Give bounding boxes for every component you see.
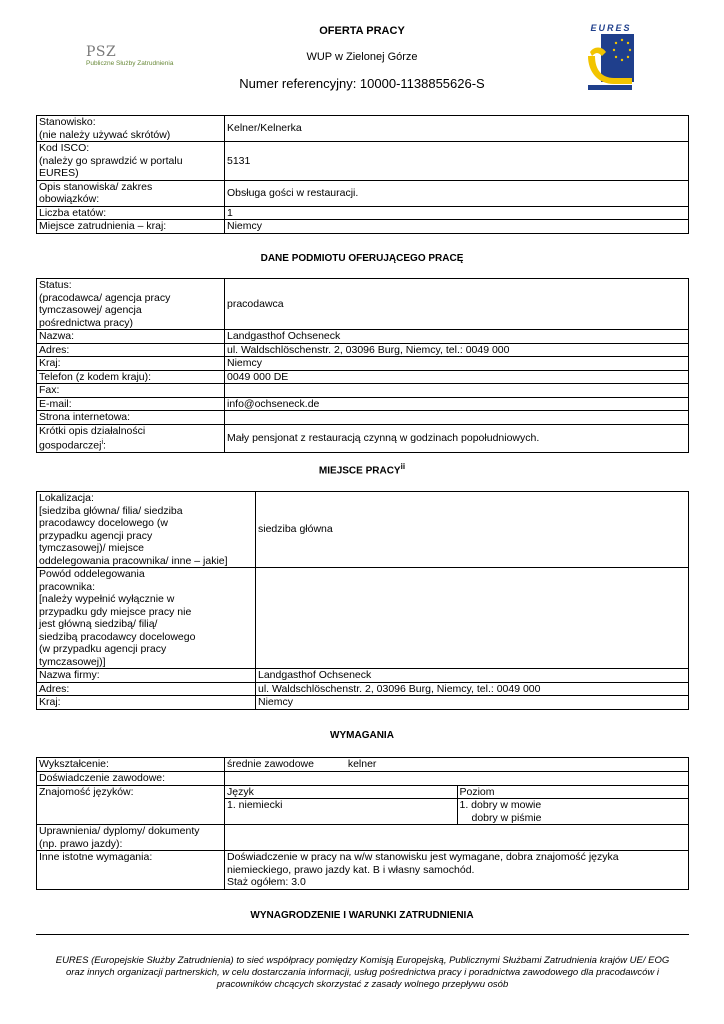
- workplace-address-label: Adres:: [37, 682, 256, 696]
- table-row: [37, 220, 689, 234]
- experience-label: Doświadczenie zawodowe:: [37, 772, 225, 786]
- language-level-1: 1. dobry w mowie: [459, 799, 542, 811]
- company-value: Landgasthof Ochseneck: [256, 669, 689, 683]
- email-label: E-mail:: [37, 397, 225, 411]
- status-hint-1: (pracodawca/ agencja pracy: [39, 291, 171, 304]
- table-row: [37, 682, 689, 696]
- other-requirements-line-3: Staż ogółem: 3.0: [227, 876, 306, 888]
- table-row: [37, 180, 689, 206]
- footnote-marker: i: [101, 439, 104, 446]
- email-value[interactable]: info@ochseneck.de: [225, 397, 689, 411]
- status-hint-2: tymczasowej/ agencja: [39, 304, 142, 316]
- country-value: Niemcy: [225, 357, 689, 371]
- www-value: [225, 411, 689, 425]
- location-label-5: oddelegowania pracownika/ inne – jakie]: [39, 554, 228, 567]
- duties-label-cell: [37, 180, 225, 206]
- workplace-country-value: Niemcy: [256, 696, 689, 710]
- table-row: [37, 568, 689, 669]
- table-row: [37, 669, 689, 683]
- place-label: Miejsce zatrudnienia – kraj:: [37, 220, 225, 234]
- isco-label-cell: [37, 142, 225, 181]
- other-requirements-line-1: Doświadczenie w pracy na w/w stanowisku jest wymagane, dobra znajomość języka: [227, 851, 619, 863]
- isco-hint-1: (należy go sprawdzić w portalu: [39, 154, 183, 167]
- position-label-cell: [37, 116, 225, 142]
- location-label-4: tymczasowej)/ miejsce: [39, 542, 145, 554]
- footnote-marker: ii: [400, 462, 406, 471]
- position-label: Stanowisko:: [39, 116, 96, 128]
- workplace-section-title-text: MIEJSCE PRACY: [318, 465, 401, 477]
- location-label-0: Lokalizacja:: [39, 492, 94, 504]
- footer-note: [36, 955, 689, 991]
- table-row: [37, 411, 689, 425]
- level-col-header: Poziom: [457, 786, 688, 799]
- education-value-cell: [225, 758, 689, 772]
- table-row: [37, 492, 689, 568]
- location-value: siedziba główna: [256, 492, 689, 568]
- business-desc-label-1: Krótki opis działalności: [39, 424, 146, 437]
- business-desc-value: Mały pensjonat z restauracją czynną w godzinach popołudniowych.: [225, 424, 689, 453]
- education-field: kelner: [347, 758, 377, 771]
- duties-value: Obsługa gości w restauracji.: [225, 180, 689, 206]
- location-label-1: [siedziba główna/ filia/ siedziba: [39, 504, 183, 517]
- business-desc-label-2-text: gospodarczej: [39, 439, 102, 452]
- education-value: średnie zawodowe: [227, 758, 314, 771]
- reason-value: [256, 568, 689, 669]
- isco-label: Kod ISCO:: [39, 142, 90, 154]
- table-row: [37, 696, 689, 710]
- table-row: [37, 424, 689, 453]
- fax-label: Fax:: [37, 384, 225, 398]
- fte-value: 1: [225, 206, 689, 220]
- education-label: Wykształcenie:: [37, 758, 225, 772]
- language-name: 1. niemiecki: [225, 799, 457, 825]
- status-value: pracodawca: [225, 279, 689, 330]
- duties-label-2: obowiązków:: [39, 193, 100, 205]
- table-row: [37, 758, 689, 772]
- reference-number: Numer referencyjny: 10000-1138855626-S: [239, 76, 485, 91]
- reason-label-7: tymczasowej)]: [39, 655, 106, 668]
- isco-hint-2: EURES): [39, 167, 79, 179]
- www-label: Strona internetowa:: [37, 411, 225, 425]
- workplace-table: [36, 491, 689, 710]
- requirements-table: [36, 757, 689, 890]
- position-value: Kelner/Kelnerka: [225, 116, 689, 142]
- other-requirements-label: Inne istotne wymagania:: [37, 851, 225, 890]
- company-label: Nazwa firmy:: [37, 669, 256, 683]
- table-row: [37, 825, 689, 851]
- table-row: [37, 851, 689, 890]
- table-row: [37, 206, 689, 220]
- status-label-cell: [37, 279, 225, 330]
- location-label-2: pracodawcy docelowego (w: [39, 517, 168, 529]
- requirements-section-title: WYMAGANIA: [330, 730, 394, 741]
- reason-label-1: pracownika:: [39, 580, 96, 593]
- business-desc-label-2: [39, 437, 222, 452]
- place-value: Niemcy: [225, 220, 689, 234]
- phone-label: Telefon (z kodem kraju):: [37, 370, 225, 384]
- licenses-value: [225, 825, 689, 851]
- fax-value: [225, 384, 689, 398]
- workplace-country-label: Kraj:: [37, 696, 256, 710]
- table-row: [37, 785, 689, 825]
- table-row: [225, 786, 688, 799]
- psz-logo-text: PSZ: [86, 44, 117, 60]
- table-row: [225, 799, 688, 825]
- languages-table: [225, 786, 688, 825]
- reason-label-3: przypadku gdy miejsce pracy nie: [39, 605, 192, 618]
- office-name: WUP w Zielonej Górze: [306, 51, 418, 63]
- page-title: OFERTA PRACY: [319, 25, 405, 37]
- languages-label: Znajomość języków:: [37, 785, 225, 825]
- status-hint-3: pośrednictwa pracy): [39, 316, 133, 329]
- salary-section-title: WYNAGRODZENIE I WARUNKI ZATRUDNIENIA: [250, 910, 474, 921]
- employer-section-title: DANE PODMIOTU OFERUJĄCEGO PRACĘ: [260, 253, 464, 264]
- position-hint: (nie należy używać skrótów): [39, 128, 171, 141]
- location-label-3: przypadku agencji pracy: [39, 529, 153, 542]
- licenses-label-2: (np. prawo jazdy):: [39, 837, 123, 850]
- experience-value: [225, 772, 689, 786]
- reason-label-4: jest główną siedzibą/ filią/: [39, 618, 158, 630]
- job-table: [36, 115, 689, 234]
- address-label: Adres:: [37, 343, 225, 357]
- eures-logo: [584, 22, 638, 92]
- name-value: Landgasthof Ochseneck: [225, 330, 689, 344]
- table-row: [37, 142, 689, 181]
- footer-line-1: EURES (Europejskie Służby Zatrudnienia) to sieć współpracy pomiędzy Komisją Europejską, Publicznymi Służbami Zatrudnienia krajów UE/ EOG: [55, 955, 670, 966]
- location-label-cell: [37, 492, 256, 568]
- workplace-section-title: [0, 462, 724, 476]
- country-label: Kraj:: [37, 357, 225, 371]
- psz-logo-subtitle: Publiczne Służby Zatrudnienia: [86, 60, 174, 67]
- footer-line-3: pracowników chcących skorzystać z zasady wolnego przepływu osób: [216, 979, 509, 990]
- licenses-label-cell: [37, 825, 225, 851]
- duties-label-1: Opis stanowiska/ zakres: [39, 180, 153, 193]
- eures-logo-text: EURES: [590, 23, 632, 33]
- business-desc-colon: :: [103, 439, 106, 452]
- language-col-header: Język: [225, 786, 457, 799]
- reason-label-cell: [37, 568, 256, 669]
- business-desc-label-cell: [37, 424, 225, 453]
- table-row: [37, 370, 689, 384]
- footer-line-2: oraz innych organizacji partnerskich, w celu dostarczania informacji, usług pośrednictwa pracy i poradnictwa zawodowego dla pracodawców i: [66, 967, 659, 978]
- language-level-2: dobry w piśmie: [471, 811, 542, 824]
- table-row: [37, 357, 689, 371]
- name-label: Nazwa:: [37, 330, 225, 344]
- languages-cell: [225, 785, 689, 825]
- address-value: ul. Waldschlöschenstr. 2, 03096 Burg, Niemcy, tel.: 0049 000: [225, 343, 689, 357]
- table-row: [37, 397, 689, 411]
- reason-label-0: Powód oddelegowania: [39, 568, 145, 580]
- phone-value: 0049 000 DE: [225, 370, 689, 384]
- table-row: [37, 343, 689, 357]
- employer-table: [36, 278, 689, 453]
- status-label: Status:: [39, 279, 72, 291]
- licenses-label-1: Uprawnienia/ dyplomy/ dokumenty: [39, 825, 200, 837]
- table-row: [37, 384, 689, 398]
- other-requirements-line-2: niemieckiego, prawo jazdy kat. B i własny samochód.: [227, 863, 475, 876]
- table-row: [37, 116, 689, 142]
- reason-label-6: (w przypadku agencji pracy: [39, 643, 167, 655]
- isco-value: 5131: [225, 142, 689, 181]
- reason-label-2: [należy wypełnić wyłącznie w: [39, 593, 175, 605]
- table-row: [37, 279, 689, 330]
- fte-label: Liczba etatów:: [37, 206, 225, 220]
- reason-label-5: siedzibą pracodawcy docelowego: [39, 630, 196, 643]
- other-requirements-cell: [225, 851, 689, 890]
- table-row: [37, 772, 689, 786]
- table-row: [37, 330, 689, 344]
- workplace-address-value: ul. Waldschlöschenstr. 2, 03096 Burg, Niemcy, tel.: 0049 000: [256, 682, 689, 696]
- language-level-cell: [457, 799, 688, 825]
- footer-divider: [36, 934, 689, 935]
